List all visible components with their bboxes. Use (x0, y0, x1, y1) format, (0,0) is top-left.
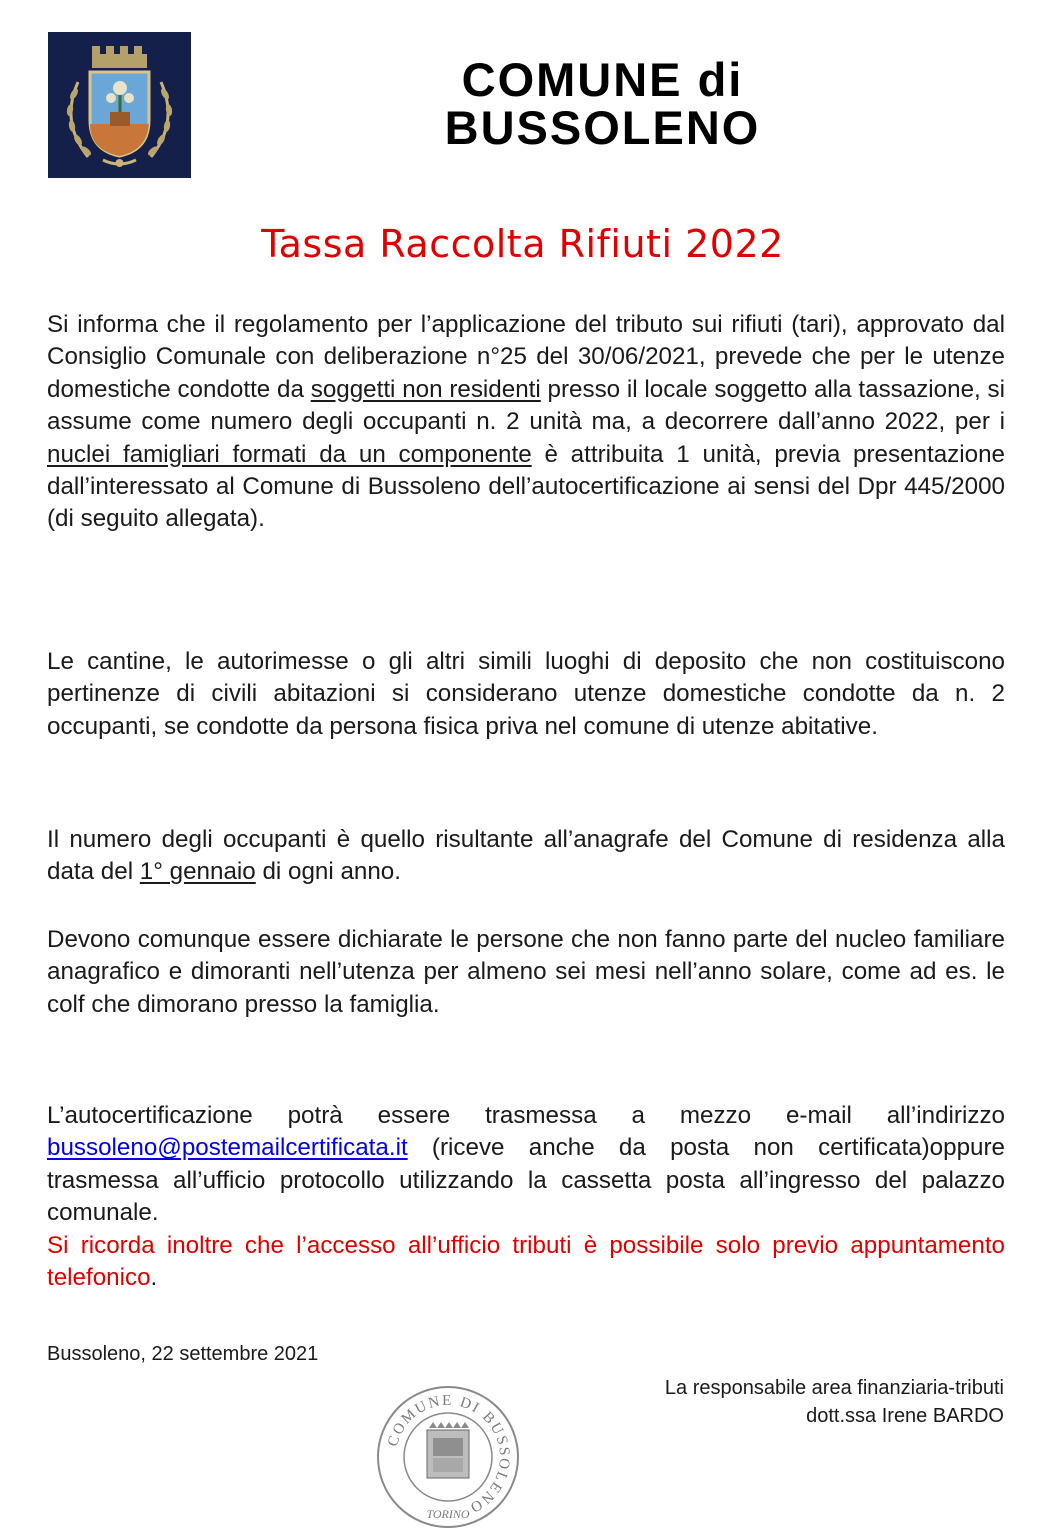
paragraph-cellars: Le cantine, le autorimesse o gli altri simili luoghi di deposito che non costituiscono pertinenze di civili abitazioni si considerano utenze domestiche condotte da n. 2 occupanti, se condotte da persona fisica priva nel comune di utenze abitative. (47, 648, 1005, 740)
paragraph-regulation-text-1: Si informa che il regolamento per l’applicazione del tributo sui rifiuti (tari), approvato dal Consiglio Comunale con deliberazione n°25 del 30/06/2021, prevede che per le utenze domestiche condotte da (47, 311, 1005, 403)
municipality-name-line2: BUSSOLENO (444, 101, 761, 154)
official-stamp (375, 1384, 521, 1530)
paragraph-occupants-text-1: Il numero degli occupanti è quello risultante all’anagrafe del Comune di residenza alla data del (47, 826, 1005, 886)
underlined-non-residents: soggetti non residenti (310, 375, 541, 403)
underlined-january-first: 1° gennaio (139, 858, 256, 886)
document-date: Bussoleno, 22 settembre 2021 (47, 1343, 319, 1365)
signature-role: La responsabile area finanziaria-tributi (664, 1377, 1004, 1399)
paragraph-regulation-text-2: presso il locale soggetto alla tassazione, si assume come numero degli occupanti n. 2 unità ma, a decorrere dall’anno 2022, per i (47, 375, 1005, 436)
underlined-single-member-households: nuclei famigliari formati da un componente (47, 440, 532, 468)
appointment-notice-period: . (150, 1264, 158, 1292)
appointment-notice: Si ricorda inoltre che l’accesso all’ufficio tributi è possibile solo previo appuntamento telefonico (47, 1231, 1005, 1292)
paragraph-regulation-text-3: è attribuita 1 unità, previa presentazione dall’interessato al Comune di Bussoleno dell’autocertificazione ai sensi del Dpr 445/2000 (di seguito allegata). (47, 440, 1005, 533)
signature-block (665, 1374, 1004, 1430)
municipality-name-line1: COMUNE di (461, 53, 744, 106)
document-title: Tassa Raccolta Rifiuti 2022 (261, 222, 784, 266)
stamp-ring-text: COMUNE DI BUSSOLENO (385, 1392, 513, 1517)
paragraph-submission-text-1: L’autocertificazione potrà essere trasmessa a mezzo e-mail all’indirizzo (47, 1102, 1005, 1129)
municipality-name (340, 53, 865, 154)
paragraph-regulation (47, 309, 1005, 536)
email-link[interactable]: bussoleno@postemailcertificata.it (47, 1134, 408, 1162)
signature-name: dott.ssa Irene BARDO (806, 1405, 1004, 1427)
paragraph-submission-text-2: (riceve anche da posta non certificata)oppure trasmessa all’ufficio protocollo utilizzando la cassetta posta all’ingresso del palazzo comunale. (47, 1134, 1005, 1227)
paragraph-occupants (47, 824, 1005, 889)
paragraph-submission (47, 1100, 1005, 1294)
stamp-bottom-text: TORINO (426, 1507, 470, 1521)
municipal-coat-of-arms-logo (48, 32, 191, 178)
paragraph-declared-persons: Devono comunque essere dichiarate le persone che non fanno parte del nucleo familiare anagrafico e dimoranti nell’utenza per almeno sei mesi nell’anno solare, come ad es. le colf che dimorano presso la famiglia. (47, 926, 1005, 1018)
paragraph-occupants-text-2: di ogni anno. (255, 858, 401, 886)
